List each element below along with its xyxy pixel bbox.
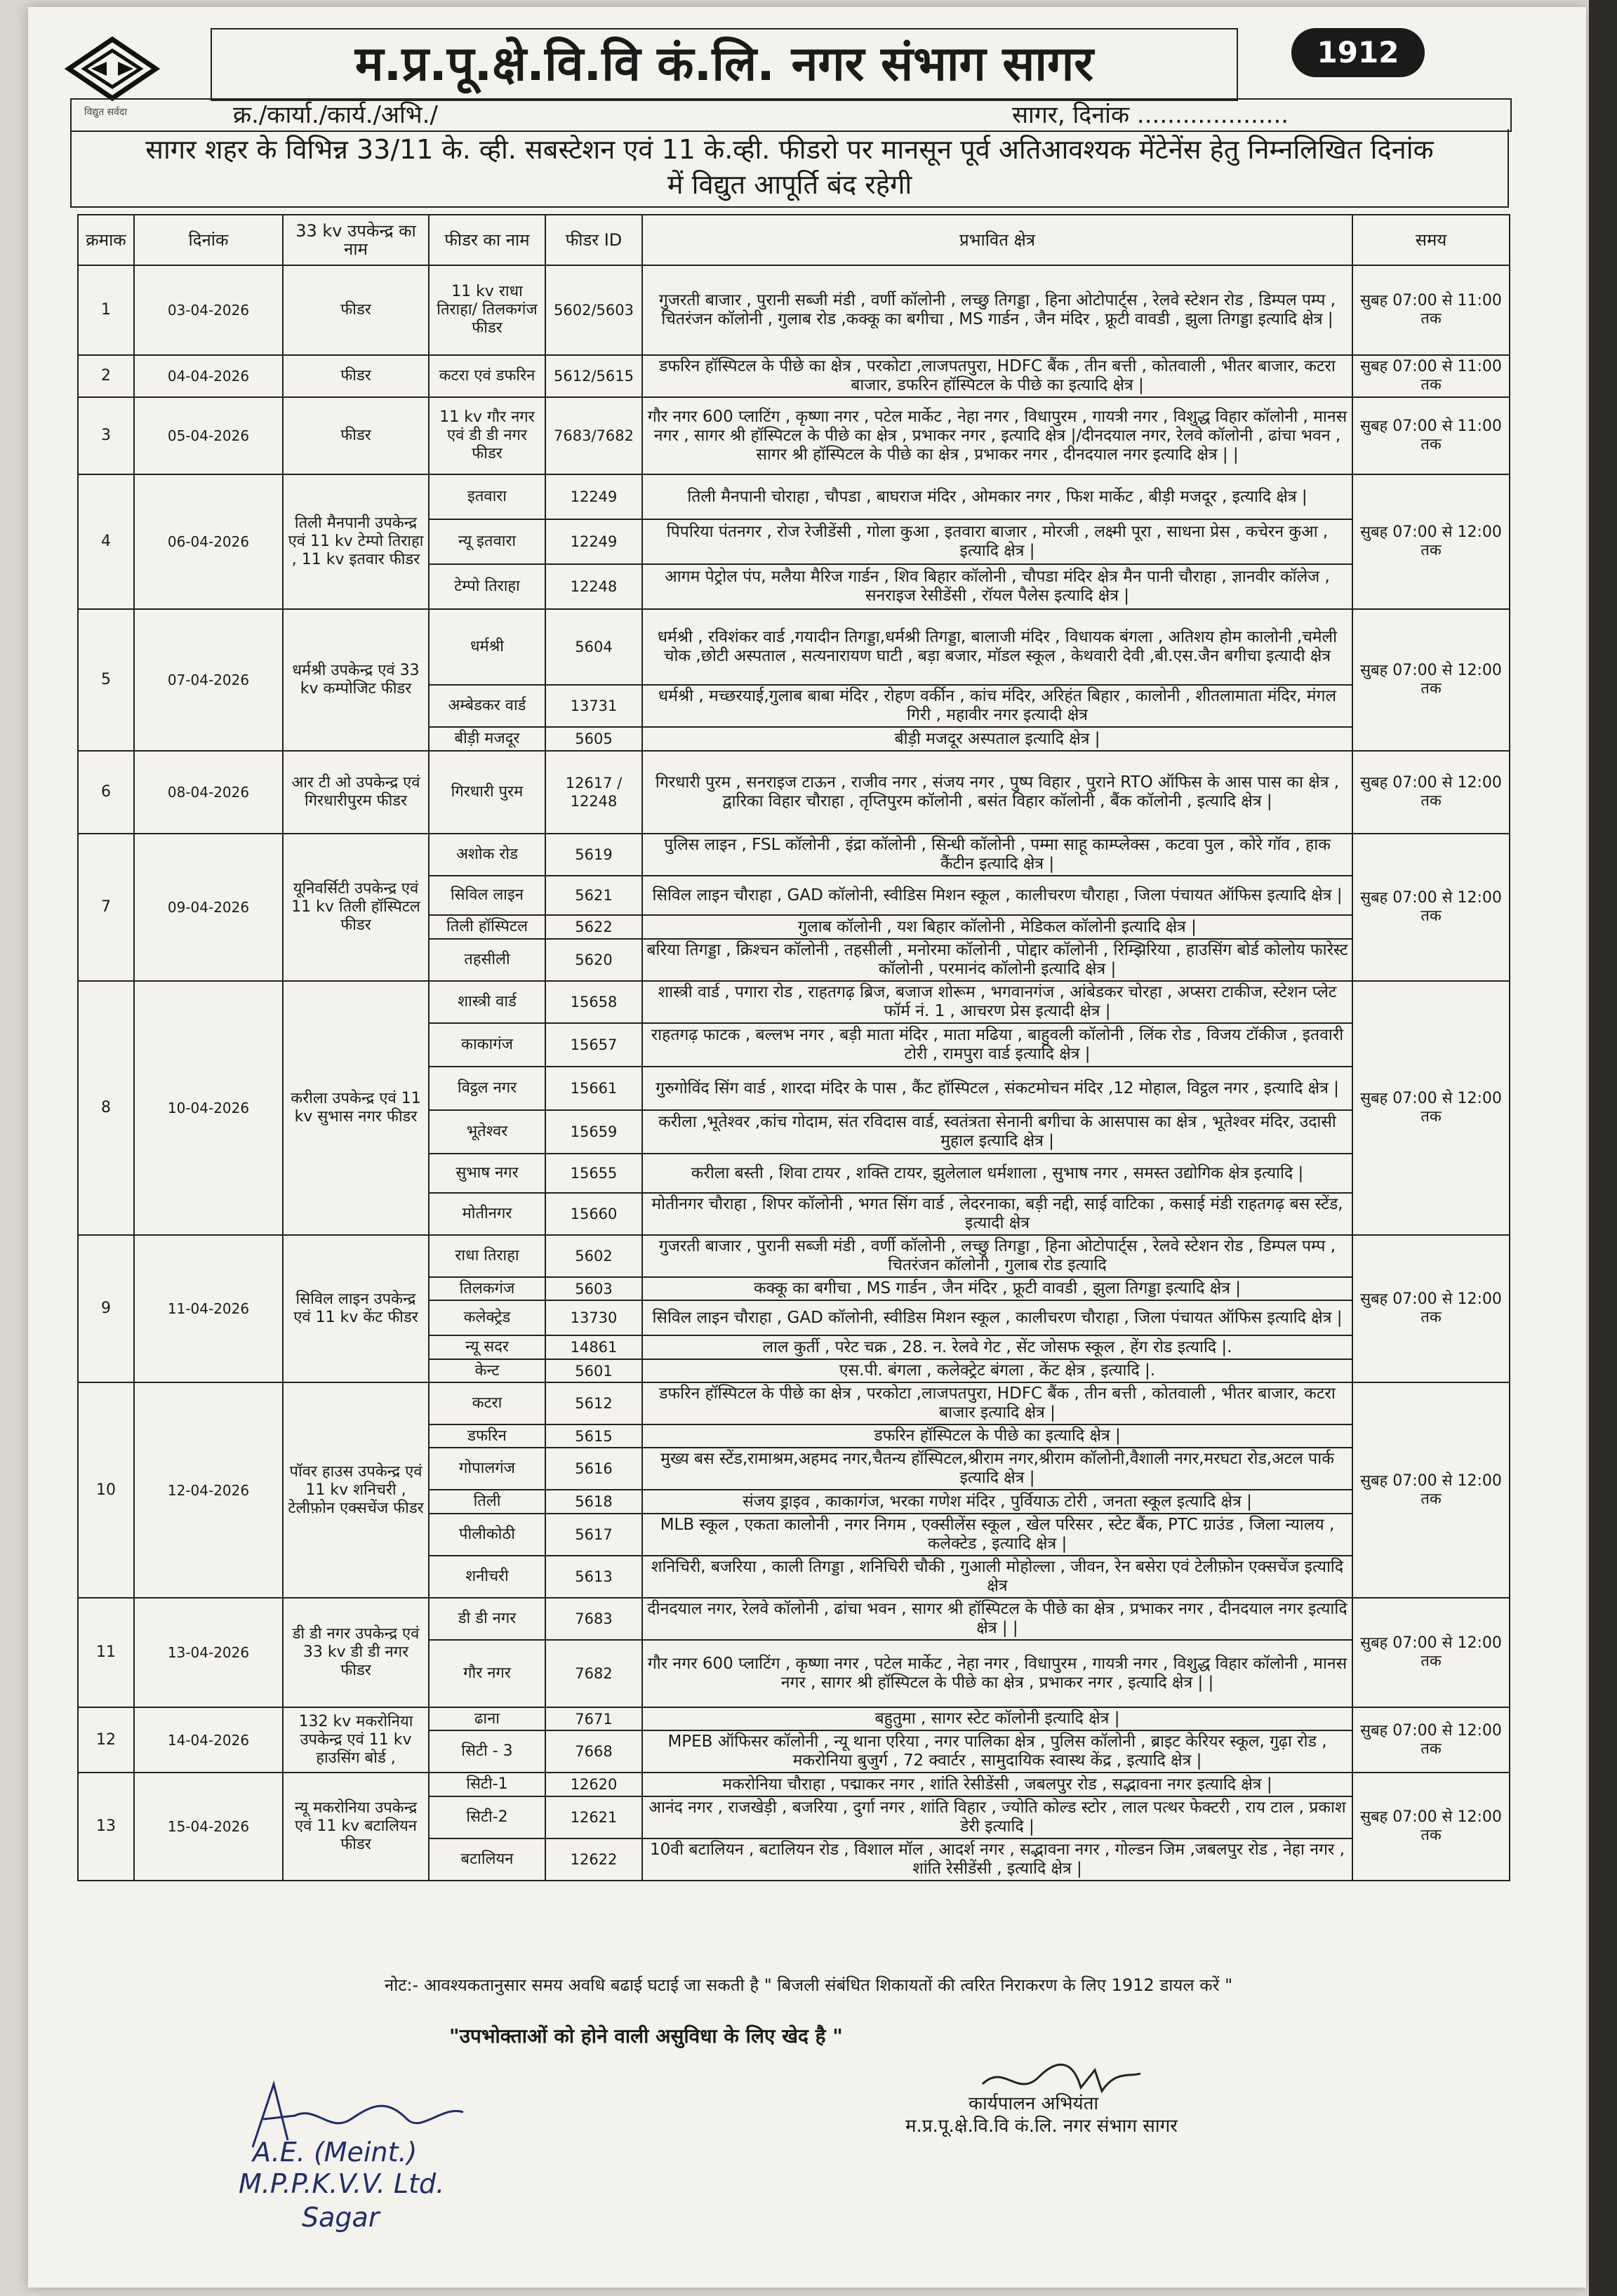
date-cell: 08-04-2026 [134,751,283,834]
feeder-id-cell: 5603 [545,1277,642,1300]
feeder-id-cell: 12249 [545,474,642,519]
feeder-cell: तिली [429,1490,545,1514]
feeder-id-cell: 13730 [545,1300,642,1335]
feeder-cell: कटरा [429,1382,545,1424]
signatory-designation: कार्यपालन अभियंता [969,2093,1099,2114]
feeder-id-cell: 15657 [545,1023,642,1067]
feeder-id-cell: 15660 [545,1193,642,1235]
affected-area-cell: करीला बस्ती , शिवा टायर , शक्ति टायर, झुलेलाल धर्मशाला , सुभाष नगर , समस्त उद्योगिक क्षेत्र इत्यादि | [642,1154,1352,1193]
feeder-cell: सिविल लाइन [429,876,545,915]
serial-cell: 6 [78,751,134,834]
substation-cell: फीडर [283,265,429,355]
column-header: फीडर ID [545,215,642,265]
feeder-id-cell: 5618 [545,1490,642,1514]
feeder-id-cell: 7668 [545,1730,642,1773]
serial-cell: 10 [78,1382,134,1598]
logo-tagline: विद्युत सर्वदा [84,107,127,118]
substation-cell: तिली मैनपानी उपकेन्द्र एवं 11 kv टेम्पो तिराहा , 11 kv इतवार फीडर [283,474,429,609]
date-cell: 12-04-2026 [134,1382,283,1598]
table-row [78,1235,1510,1277]
substation-cell: डी डी नगर उपकेन्द्र एवं 33 kv डी डी नगर फीडर [283,1598,429,1707]
feeder-cell: इतवारा [429,474,545,519]
column-header: प्रभावित क्षेत्र [642,215,1352,265]
background-edge [1589,0,1617,2296]
date-cell: 11-04-2026 [134,1235,283,1382]
affected-area-cell: डफरिन हॉस्पिटल के पीछे का क्षेत्र , परकोटा ,लाजपतपुरा, HDFC बैंक , तीन बत्ती , कोतवाली , भीतर बाजार, कटरा बाजार, डफरिन हॉस्पिटल के पीछे का इत्यादि क्षेत्र | [642,355,1352,397]
feeder-id-cell: 12617 / 12248 [545,751,642,834]
feeder-id-cell: 5602/5603 [545,265,642,355]
affected-area-cell: तिली मैनपानी चोराहा , चौपडा , बाघराज मंदिर , ओमकार नगर , फिश मार्केट , बीड़ी मजदूर , इत्यादि क्षेत्र | [642,474,1352,519]
time-cell: सुबह 07:00 से 12:00 तक [1352,1707,1510,1773]
affected-area-cell: धर्मश्री , रविशंकर वार्ड ,गयादीन तिगड्डा,धर्मश्री तिगड्डा, बालाजी मंदिर , विधायक बंगला , अतिशय होम कालोनी ,चमेली चोक ,छोटी अस्पताल , सत्यनारायण घाटी , बड़ा बजार, मॉडल स्कूल , केथवारी देवी ,बी.एस.जैन बगीचा इत्यादी क्षेत्र [642,609,1352,685]
feeder-cell: डी डी नगर [429,1598,545,1640]
affected-area-cell: शास्त्री वार्ड , पगारा रोड , राहतगढ़ ब्रिज, बजाज शोरूम , भगवानगंज , आंबेडकर चोरहा , अप्सरा टाकीज, स्टेशन प्लेट फॉर्म नं. 1 , आचरण प्रेस इत्यादी क्षेत्र | [642,981,1352,1023]
time-cell: सुबह 07:00 से 12:00 तक [1352,609,1510,751]
feeder-id-cell: 5616 [545,1448,642,1490]
affected-area-cell: बीड़ी मजदूर अस्पताल इत्यादि क्षेत्र | [642,727,1352,751]
feeder-id-cell: 5615 [545,1424,642,1448]
feeder-id-cell: 5604 [545,609,642,685]
feeder-cell: मोतीनगर [429,1193,545,1235]
feeder-cell: भूतेश्वर [429,1110,545,1154]
subject-line-1: सागर शहर के विभिन्न 33/11 के. व्ही. सबस्टेशन एवं 11 के.व्ही. फीडरो पर मानसून पूर्व अतिआवश्यक मेंटेनेंस हेतु निम्नलिखित दिनांक [145,134,1434,165]
date-cell: 06-04-2026 [134,474,283,609]
feeder-cell: कटरा एवं डफरिन [429,355,545,397]
feeder-cell: बीड़ी मजदूर [429,727,545,751]
stamp-line-1: A.E. (Meint.) [253,2137,418,2168]
serial-cell: 1 [78,265,134,355]
serial-cell: 5 [78,609,134,751]
feeder-cell: काकागंज [429,1023,545,1067]
feeder-cell: तहसीली [429,939,545,981]
affected-area-cell: संजय ड्राइव , काकागंज, भरका गणेश मंदिर , पुर्वियाऊ टोरी , जनता स्कूल इत्यादि क्षेत्र | [642,1490,1352,1514]
feeder-cell: गौर नगर [429,1640,545,1707]
table-row [78,834,1510,876]
reference-number: क्र./कार्या./कार्य./अभि./ [233,101,438,129]
table-row [78,1382,1510,1424]
feeder-id-cell: 7683/7682 [545,397,642,474]
affected-area-cell: आनंद नगर , राजखेड़ी , बजरिया , दुर्गा नगर , शांति विहार , ज्योति कोल्ड स्टोर , लाल पत्थर फेक्टरी , राय टाल , प्रकाश डेरी इत्यादि | [642,1796,1352,1838]
substation-cell: धर्मश्री उपकेन्द्र एवं 33 kv कम्पोजिट फीडर [283,609,429,751]
time-cell: सुबह 07:00 से 12:00 तक [1352,751,1510,834]
footer-note: नोट:- आवश्यकतानुसार समय अवधि बढाई घटाई जा सकती है " बिजली संबंधित शिकायतों की त्वरित निराकरण के लिए 1912 डायल करें " [384,1975,1233,1995]
column-header: दिनांक [134,215,283,265]
affected-area-cell: धर्मश्री , मच्छरयाई,गुलाब बाबा मंदिर , रोहण वर्कीन , कांच मंदिर, अरिहंत बिहार , कालोनी , शीतलामाता मंदिर, मंगल गिरी , महावीर नगर इत्यादी क्षेत्र [642,685,1352,727]
affected-area-cell: गिरधारी पुरम , सनराइज टाऊन , राजीव नगर , संजय नगर , पुष्प विहार , पुराने RTO ऑफिस के आस पास का क्षेत्र , द्वारिका विहार चौराहा , तृप्तिपुरम कॉलोनी , बसंत विहार कॉलोनी , बैंक कॉलोनी , इत्यादि क्षेत्र | [642,751,1352,834]
schedule-table [77,214,1510,1881]
feeder-cell: अशोक रोड [429,834,545,876]
feeder-cell: पीलीकोठी [429,1514,545,1556]
feeder-id-cell: 5612/5615 [545,355,642,397]
feeder-cell: न्यू इतवारा [429,519,545,564]
feeder-cell: अम्बेडकर वार्ड [429,685,545,727]
time-cell: सुबह 07:00 से 12:00 तक [1352,474,1510,609]
column-header: क्रमाक [78,215,134,265]
stamp-line-2: M.P.P.K.V.V. Ltd. [239,2168,445,2199]
table-row [78,355,1510,397]
serial-cell: 8 [78,981,134,1235]
affected-area-cell: पिपरिया पंतनगर , रोज रेजीडेंसी , गोला कुआ , इतवारा बाजार , मोरजी , लक्ष्मी पूरा , साधना प्रेस , कचेरन कुआ , इत्यादि क्षेत्र | [642,519,1352,564]
feeder-id-cell: 5622 [545,915,642,939]
feeder-cell: केन्ट [429,1359,545,1382]
letterhead-box [211,28,1238,101]
page-title: म.प्र.पू.क्षे.वि.वि कं.लि. नगर संभाग सागर [354,36,1094,92]
serial-cell: 7 [78,834,134,981]
feeder-id-cell: 15658 [545,981,642,1023]
affected-area-cell: सिविल लाइन चौराहा , GAD कॉलोनी, स्वीडिस मिशन स्कूल , कालीचरण चौराहा , जिला पंचायत ऑफिस इत्यादि क्षेत्र | [642,876,1352,915]
time-cell: सुबह 07:00 से 12:00 तक [1352,834,1510,981]
feeder-cell: शास्त्री वार्ड [429,981,545,1023]
column-header: 33 kv उपकेन्द्र का नाम [283,215,429,265]
time-cell: सुबह 07:00 से 11:00 तक [1352,397,1510,474]
affected-area-cell: बहुतुमा , सागर स्टेट कॉलोनी इत्यादि क्षेत्र | [642,1707,1352,1730]
date-cell: 07-04-2026 [134,609,283,751]
column-header: समय [1352,215,1510,265]
time-cell: सुबह 07:00 से 12:00 तक [1352,981,1510,1235]
table-row [78,1773,1510,1796]
feeder-cell: सिटी - 3 [429,1730,545,1773]
substation-cell: फीडर [283,397,429,474]
substation-cell: 132 kv मकरोनिया उपकेन्द्र एवं 11 kv हाउसिंग बोर्ड , [283,1707,429,1773]
affected-area-cell: गुजरती बाजार , पुरानी सब्जी मंडी , वर्णी कॉलोनी , लच्छु तिगड्डा , हिना ओटोपार्ट्स , रेलवे स्टेशन रोड , डिम्पल पम्प , चितरंजन कॉलोनी , गुलाब रोड इत्यादि [642,1235,1352,1277]
date-cell: 14-04-2026 [134,1707,283,1773]
subject-heading [70,129,1509,208]
serial-cell: 13 [78,1773,134,1881]
feeder-id-cell: 12620 [545,1773,642,1796]
feeder-id-cell: 12249 [545,519,642,564]
place-date: सागर, दिनांक .................... [1012,101,1289,129]
substation-cell: पॉवर हाउस उपकेन्द्र एवं 11 kv शनिचरी , टेलीफ़ोन एक्सचेंज फीडर [283,1382,429,1598]
substation-cell: न्यू मकरोनिया उपकेन्द्र एवं 11 kv बटालियन फीडर [283,1773,429,1881]
affected-area-cell: गौर नगर 600 प्लाटिंग , कृष्णा नगर , पटेल मार्केट , नेहा नगर , विधापुरम , गायत्री नगर , विशुद्ध विहार कॉलोनी , मानस नगर , सागर श्री हॉस्पिटल के पीछे का क्षेत्र , प्रभाकर नगर , इत्यादि क्षेत्र |/दीनदयाल नगर, रेलवे कॉलोनी , ढांचा भवन , सागर श्री हॉस्पिटल के पीछे का क्षेत्र , प्रभाकर नगर , दीनदयाल नगर इत्यादि क्षेत्र | | [642,397,1352,474]
affected-area-cell: मुख्य बस स्टेंड,रामाश्रम,अहमद नगर,चैतन्य हॉस्पिटल,श्रीराम नगर,श्रीराम कॉलोनी,वैशाली नगर,मरघटा रोड,अटल पार्क इत्यादि क्षेत्र | [642,1448,1352,1490]
regret-message: "उपभोक्ताओं को होने वाली असुविधा के लिए खेद है " [449,2024,843,2048]
feeder-cell: गिरधारी पुरम [429,751,545,834]
stamp-line-3: Sagar [302,2202,380,2233]
feeder-cell: बटालियन [429,1838,545,1881]
column-header: फीडर का नाम [429,215,545,265]
affected-area-cell: गुजरती बाजार , पुरानी सब्जी मंडी , वर्णी कॉलोनी , लच्छु तिगड्डा , हिना ओटोपार्ट्स , रेलवे स्टेशन रोड , डिम्पल पम्प , चितरंजन कॉलोनी , गुलाब रोड ,कक्कू का बगीचा , MS गार्डन , जैन मंदिर , फ्रूटी वावडी , झुला तिगड्डा इत्यादि क्षेत्र | [642,265,1352,355]
feeder-cell: शनीचरी [429,1556,545,1598]
table-row [78,474,1510,519]
helpline-badge: 1912 [1291,28,1425,77]
affected-area-cell: करीला ,भूतेश्वर ,कांच गोदाम, संत रविदास वार्ड, स्वतंत्रता सेनानी बगीचा के आसपास का क्षेत्र , भूतेश्वर मंदिर, उदासी मुहाल इत्यादि क्षेत्र | [642,1110,1352,1154]
date-cell: 09-04-2026 [134,834,283,981]
affected-area-cell: 10वी बटालियन , बटालियन रोड , विशाल मॉल , आदर्श नगर , सद्भावना नगर , गोल्डन जिम ,जबलपुर रोड , नेहा नगर , शांति रेसीडेंसी , इत्यादि क्षेत्र | [642,1838,1352,1881]
time-cell: सुबह 07:00 से 12:00 तक [1352,1598,1510,1707]
affected-area-cell: MPEB ऑफिसर कॉलोनी , न्यू थाना एरिया , नगर पालिका क्षेत्र , पुलिस कॉलोनी , ब्राइट केरियर स्कूल, गुढ़ा रोड , मकरोनिया बुजुर्ग , 72 क्वार्टर , सामुदायिक स्वास्थ केंद्र , इत्यादि क्षेत्र | [642,1730,1352,1773]
feeder-cell: 11 kv राधा तिराहा/ तिलकगंज फीडर [429,265,545,355]
affected-area-cell: बरिया तिगड्डा , क्रिश्चन कॉलोनी , तहसीली , मनोरमा कॉलोनी , पोद्दार कॉलोनी , रिम्झिरिया , हाउसिंग बोर्ड कोलोय फारेस्ट कॉलोनी , परमानंद कॉलोनी इत्यादि क्षेत्र | [642,939,1352,981]
affected-area-cell: आगम पेट्रोल पंप, मलैया मैरिज गार्डन , शिव बिहार कॉलोनी , चौपडा मंदिर क्षेत्र मैन पानी चौराहा , ज्ञानवीर कॉलेज , सनराइज रेसीडेंसी , रॉयल पैलेस इत्यादि क्षेत्र | [642,564,1352,609]
feeder-cell: तिली हॉस्पिटल [429,915,545,939]
feeder-id-cell: 5613 [545,1556,642,1598]
substation-cell: करीला उपकेन्द्र एवं 11 kv सुभास नगर फीडर [283,981,429,1235]
date-cell: 05-04-2026 [134,397,283,474]
feeder-cell: न्यू सदर [429,1335,545,1359]
subject-line-2: में विद्युत आपूर्ति बंद रहेगी [667,169,912,200]
substation-cell: यूनिवर्सिटी उपकेन्द्र एवं 11 kv तिली हॉस्पिटल फीडर [283,834,429,981]
affected-area-cell: MLB स्कूल , एकता कालोनी , नगर निगम , एक्सीलेंस स्कूल , खेल परिसर , स्टेट बैंक, PTC ग्राउंड , जिला न्यालय , कलेक्टेड , इत्यादि क्षेत्र | [642,1514,1352,1556]
feeder-cell: तिलकगंज [429,1277,545,1300]
table-header-row [78,215,1510,265]
affected-area-cell: कक्कू का बगीचा , MS गार्डन , जैन मंदिर , फ्रूटी वावडी , झुला तिगड्डा इत्यादि क्षेत्र | [642,1277,1352,1300]
feeder-id-cell: 12248 [545,564,642,609]
affected-area-cell: डफरिन हॉस्पिटल के पीछे का क्षेत्र , परकोटा ,लाजपतपुरा, HDFC बैंक , तीन बत्ती , कोतवाली , भीतर बाजार, कटरा बाजार इत्यादि क्षेत्र | [642,1382,1352,1424]
feeder-cell: सुभाष नगर [429,1154,545,1193]
table-row [78,609,1510,685]
feeder-cell: गोपालगंज [429,1448,545,1490]
feeder-cell: कलेक्ट्रेड [429,1300,545,1335]
affected-area-cell: मोतीनगर चौराहा , शिपर कॉलोनी , भगत सिंग वार्ड , लेदरनाका, बड़ी नद्दी, साई वाटिका , कसाई मंडी राहतगढ़ बस स्टेंड, इत्यादी क्षेत्र [642,1193,1352,1235]
affected-area-cell: डफरिन हॉस्पिटल के पीछे का इत्यादि क्षेत्र | [642,1424,1352,1448]
time-cell: सुबह 07:00 से 12:00 तक [1352,1235,1510,1382]
affected-area-cell: सिविल लाइन चौराहा , GAD कॉलोनी, स्वीडिस मिशन स्कूल , कालीचरण चौराहा , जिला पंचायत ऑफिस इत्यादि क्षेत्र | [642,1300,1352,1335]
affected-area-cell: राहतगढ़ फाटक , बल्लभ नगर , बड़ी माता मंदिर , माता मढिया , बाहुवली कॉलोनी , लिंक रोड , विजय टॉकीज , इतवारी टोरी , रामपुरा वार्ड इत्यादि क्षेत्र | [642,1023,1352,1067]
feeder-id-cell: 15661 [545,1067,642,1110]
affected-area-cell: गौर नगर 600 प्लाटिंग , कृष्णा नगर , पटेल मार्केट , नेहा नगर , विधापुरम , गायत्री नगर , विशुद्ध विहार कॉलोनी , मानस नगर , सागर श्री हॉस्पिटल के पीछे का क्षेत्र , प्रभाकर नगर , इत्यादि क्षेत्र | | [642,1640,1352,1707]
date-cell: 10-04-2026 [134,981,283,1235]
feeder-cell: 11 kv गौर नगर एवं डी डी नगर फीडर [429,397,545,474]
table-row [78,751,1510,834]
feeder-cell: ढाना [429,1707,545,1730]
feeder-cell: विट्ठल नगर [429,1067,545,1110]
serial-cell: 12 [78,1707,134,1773]
serial-cell: 11 [78,1598,134,1707]
affected-area-cell: मकरोनिया चौराहा , पद्माकर नगर , शांति रेसीडेंसी , जबलपुर रोड , सद्भावना नगर इत्यादि क्षेत्र | [642,1773,1352,1796]
time-cell: सुबह 07:00 से 12:00 तक [1352,1382,1510,1598]
feeder-id-cell: 14861 [545,1335,642,1359]
affected-area-cell: लाल कुर्ती , परेट चक्र , 28. न. रेलवे गेट , सेंट जोसफ स्कूल , हेंग रोड इत्यादि |. [642,1335,1352,1359]
affected-area-cell: गुलाब कॉलोनी , यश बिहार कॉलोनी , मेडिकल कॉलोनी इत्यादि क्षेत्र | [642,915,1352,939]
date-cell: 15-04-2026 [134,1773,283,1881]
substation-cell: सिविल लाइन उपकेन्द्र एवं 11 kv केंट फीडर [283,1235,429,1382]
date-cell: 03-04-2026 [134,265,283,355]
feeder-id-cell: 5621 [545,876,642,915]
substation-cell: आर टी ओ उपकेन्द्र एवं गिरधारीपुरम फीडर [283,751,429,834]
feeder-cell: डफरिन [429,1424,545,1448]
feeder-id-cell: 7683 [545,1598,642,1640]
table-row [78,1707,1510,1730]
table-body [78,265,1510,1881]
feeder-id-cell: 13731 [545,685,642,727]
feeder-id-cell: 15655 [545,1154,642,1193]
affected-area-cell: गुरुगोविंद सिंग वार्ड , शारदा मंदिर के पास , कैंट हॉस्पिटल , संकटमोचन मंदिर ,12 मोहाल, विट्ठल नगर , इत्यादि क्षेत्र | [642,1067,1352,1110]
reference-row [70,98,1512,132]
feeder-id-cell: 15659 [545,1110,642,1154]
feeder-cell: सिटी-1 [429,1773,545,1796]
serial-cell: 4 [78,474,134,609]
time-cell: सुबह 07:00 से 11:00 तक [1352,355,1510,397]
date-cell: 13-04-2026 [134,1598,283,1707]
feeder-id-cell: 7682 [545,1640,642,1707]
feeder-id-cell: 5619 [545,834,642,876]
serial-cell: 9 [78,1235,134,1382]
feeder-id-cell: 5602 [545,1235,642,1277]
feeder-id-cell: 5601 [545,1359,642,1382]
signatory-office: म.प्र.पू.क्षे.वि.वि कं.लि. नगर संभाग सागर [905,2116,1178,2137]
table-row [78,397,1510,474]
feeder-id-cell: 12621 [545,1796,642,1838]
time-cell: सुबह 07:00 से 12:00 तक [1352,1773,1510,1881]
table-row [78,981,1510,1023]
feeder-id-cell: 5612 [545,1382,642,1424]
serial-cell: 3 [78,397,134,474]
feeder-id-cell: 5620 [545,939,642,981]
substation-cell: फीडर [283,355,429,397]
feeder-id-cell: 5605 [545,727,642,751]
serial-cell: 2 [78,355,134,397]
date-cell: 04-04-2026 [134,355,283,397]
feeder-id-cell: 5617 [545,1514,642,1556]
feeder-id-cell: 7671 [545,1707,642,1730]
company-logo-icon [63,34,161,104]
affected-area-cell: दीनदयाल नगर, रेलवे कॉलोनी , ढांचा भवन , सागर श्री हॉस्पिटल के पीछे का क्षेत्र , प्रभाकर नगर , दीनदयाल नगर इत्यादि क्षेत्र | | [642,1598,1352,1640]
feeder-cell: सिटी-2 [429,1796,545,1838]
table-row [78,265,1510,355]
time-cell: सुबह 07:00 से 11:00 तक [1352,265,1510,355]
affected-area-cell: एस.पी. बंगला , कलेक्ट्रेट बंगला , केंट क्षेत्र , इत्यादि |. [642,1359,1352,1382]
table-row [78,1598,1510,1640]
feeder-cell: टेम्पो तिराहा [429,564,545,609]
feeder-cell: राधा तिराहा [429,1235,545,1277]
feeder-cell: धर्मश्री [429,609,545,685]
affected-area-cell: शनिचिरी, बजरिया , काली तिगड्डा , शनिचिरी चौकी , गुआली मोहोल्ला , जीवन, रेन बसेरा एवं टेलीफ़ोन एक्सचेंज इत्यादि क्षेत्र [642,1556,1352,1598]
affected-area-cell: पुलिस लाइन , FSL कॉलोनी , इंद्रा कॉलोनी , सिन्धी कॉलोनी , पम्मा साहू काम्प्लेक्स , कटवा पुल , कोरे गॉव , हाक कैंटीन इत्यादि क्षेत्र | [642,834,1352,876]
feeder-id-cell: 12622 [545,1838,642,1881]
